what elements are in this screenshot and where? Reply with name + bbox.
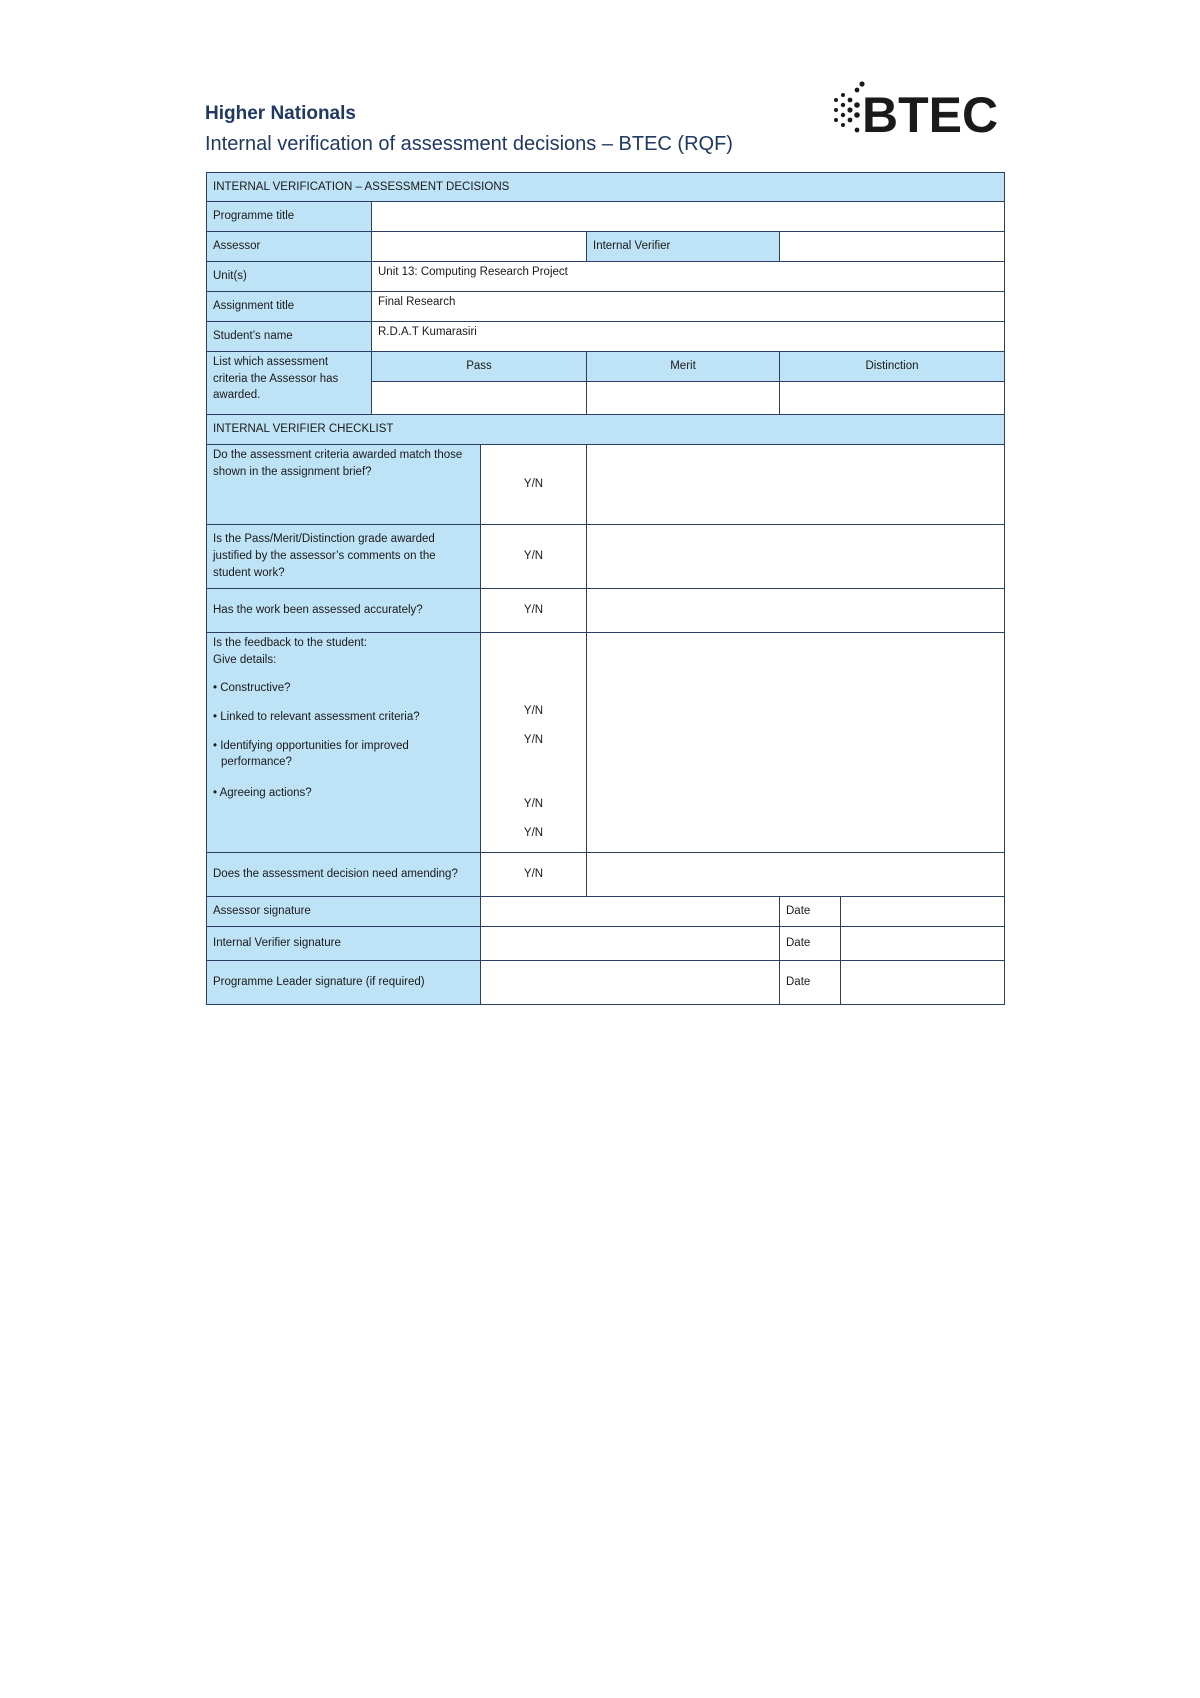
units-label: Unit(s) <box>207 262 372 292</box>
verification-form <box>206 172 1005 1005</box>
q4-bullet-constructive: • Constructive? <box>213 682 291 695</box>
programme-title-label: Programme title <box>207 202 372 232</box>
btec-logo <box>832 80 1007 142</box>
checklist-q1: Do the assessment criteria awarded match those shown in the assignment brief? <box>207 445 481 525</box>
assessor-label: Assessor <box>207 232 372 262</box>
q3-comment-field[interactable] <box>587 589 1005 633</box>
q4-intro: Is the feedback to the student: <box>213 637 368 649</box>
assessor-signature-field[interactable] <box>481 897 780 927</box>
distinction-criteria-field[interactable] <box>780 382 1005 415</box>
q1-yn[interactable]: Y/N <box>481 445 587 525</box>
merit-criteria-field[interactable] <box>587 382 780 415</box>
checklist-q5: Does the assessment decision need amending? <box>207 853 481 897</box>
assignment-title-field[interactable]: Final Research <box>372 292 1005 322</box>
page-subtitle: Internal verification of assessment decisions – BTEC (RQF) <box>205 133 733 155</box>
assessor-date-label: Date <box>780 897 841 927</box>
leader-date-label: Date <box>780 961 841 1005</box>
assessor-field[interactable] <box>372 232 587 262</box>
grade-header-merit: Merit <box>587 352 780 382</box>
assessor-date-field[interactable] <box>841 897 1005 927</box>
leader-signature-field[interactable] <box>481 961 780 1005</box>
q2-yn[interactable]: Y/N <box>481 525 587 589</box>
checklist-q3: Has the work been assessed accurately? <box>207 589 481 633</box>
verifier-signature-label: Internal Verifier signature <box>207 927 481 961</box>
student-name-field[interactable]: R.D.A.T Kumarasiri <box>372 322 1005 352</box>
q5-yn[interactable]: Y/N <box>481 853 587 897</box>
q2-comment-field[interactable] <box>587 525 1005 589</box>
q4-comment-field[interactable] <box>587 633 1005 853</box>
q4-yn-linked[interactable]: Y/N <box>523 733 544 746</box>
assessor-signature-label: Assessor signature <box>207 897 481 927</box>
criteria-label: List which assessment criteria the Assessor has awarded. <box>207 352 372 415</box>
checklist-q4 <box>207 633 481 853</box>
assignment-title-label: Assignment title <box>207 292 372 322</box>
q4-yn-column <box>481 633 587 853</box>
q3-yn[interactable]: Y/N <box>481 589 587 633</box>
q5-comment-field[interactable] <box>587 853 1005 897</box>
section-title-checklist: INTERNAL VERIFIER CHECKLIST <box>207 415 1005 445</box>
page-title: Higher Nationals <box>205 103 356 124</box>
q4-give-details: Give details: <box>213 653 277 666</box>
q4-yn-constructive[interactable]: Y/N <box>523 705 544 717</box>
verifier-date-field[interactable] <box>841 927 1005 961</box>
grade-header-pass: Pass <box>372 352 587 382</box>
verifier-date-label: Date <box>780 927 841 961</box>
checklist-q2: Is the Pass/Merit/Distinction grade awarded justified by the assessor’s comments on the student work? <box>207 525 481 589</box>
programme-title-field[interactable] <box>372 202 1005 232</box>
q4-bullet-actions: • Agreeing actions? <box>213 787 312 800</box>
pass-criteria-field[interactable] <box>372 382 587 415</box>
q1-comment-field[interactable] <box>587 445 1005 525</box>
q4-yn-actions[interactable]: Y/N <box>523 827 544 840</box>
leader-signature-label: Programme Leader signature (if required) <box>207 961 481 1005</box>
leader-date-field[interactable] <box>841 961 1005 1005</box>
verifier-signature-field[interactable] <box>481 927 780 961</box>
student-name-label: Student’s name <box>207 322 372 352</box>
grade-header-distinction: Distinction <box>780 352 1005 382</box>
internal-verifier-label: Internal Verifier <box>587 232 780 262</box>
units-field[interactable]: Unit 13: Computing Research Project <box>372 262 1005 292</box>
logo-text: BTEC <box>862 87 999 142</box>
q4-bullet-linked: • Linked to relevant assessment criteria? <box>213 711 420 724</box>
internal-verifier-field[interactable] <box>780 232 1005 262</box>
q4-yn-opportunities[interactable]: Y/N <box>523 798 544 811</box>
section-title-decisions: INTERNAL VERIFICATION – ASSESSMENT DECISIONS <box>207 173 1005 202</box>
q4-bullet-opportunities: • Identifying opportunities for improved performance? <box>213 739 409 769</box>
